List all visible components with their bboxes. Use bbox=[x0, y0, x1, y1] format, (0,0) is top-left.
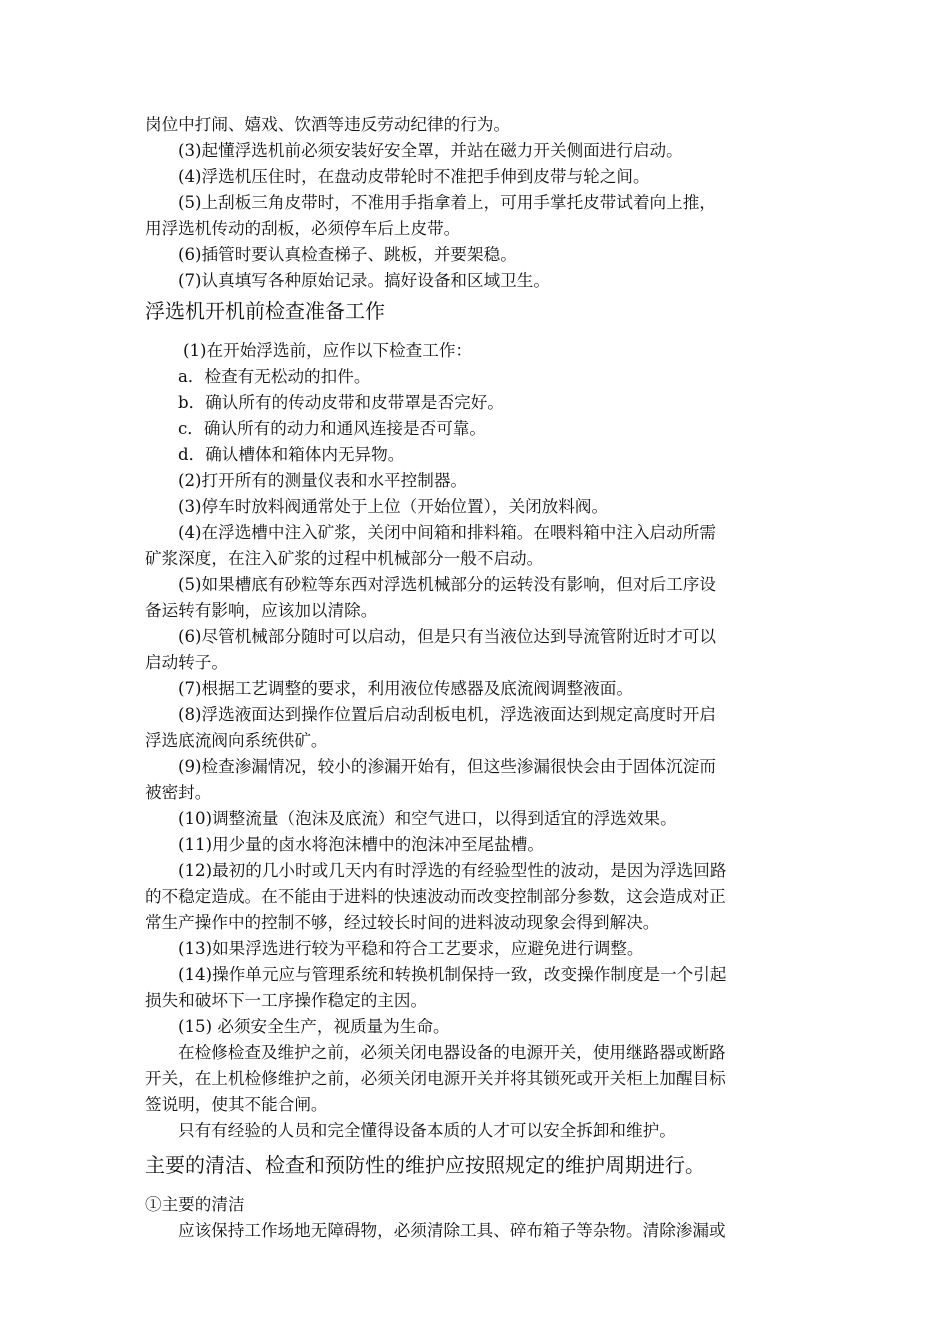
paragraph-line: 浮选底流阀向系统供矿。 bbox=[145, 731, 328, 750]
paragraph-line: 用浮选机传动的刮板，必须停车后上皮带。 bbox=[145, 219, 461, 238]
paragraph-line: (6)尽管机械部分随时可以启动，但是只有当液位达到导流管附近时才可以 bbox=[178, 627, 716, 646]
paragraph-line: 只有有经验的人员和完全懂得设备本质的人才可以安全拆卸和维护。 bbox=[178, 1121, 676, 1140]
paragraph-line: (7)根据工艺调整的要求，利用液位传感器及底流阀调整液面。 bbox=[178, 679, 633, 698]
section-heading: 主要的清洁、检查和预防性的维护应按照规定的维护周期进行。 bbox=[145, 1153, 705, 1177]
paragraph-line: (14)操作单元应与管理系统和转换机制保持一致，改变操作制度是一个引起 bbox=[178, 965, 727, 984]
paragraph-line: (12)最初的几小时或几天内有时浮选的有经验型性的波动，是因为浮选回路 bbox=[178, 861, 727, 880]
paragraph-line: (7)认真填写各种原始记录。搞好设备和区域卫生。 bbox=[178, 271, 550, 290]
paragraph-line: 损失和破坏下一工序操作稳定的主因。 bbox=[145, 991, 428, 1010]
paragraph-line: (10)调整流量（泡沫及底流）和空气进口，以得到适宜的浮选效果。 bbox=[178, 809, 677, 828]
paragraph-line: 常生产操作中的控制不够，经过较长时间的进料波动现象会得到解决。 bbox=[145, 913, 660, 932]
paragraph-line: (4)浮选机压住时，在盘动皮带轮时不准把手伸到皮带与轮之间。 bbox=[178, 167, 650, 186]
paragraph-line: (5)如果槽底有砂粒等东西对浮选机械部分的运转没有影响，但对后工序设 bbox=[178, 575, 716, 594]
paragraph-line: (9)检查渗漏情况，较小的渗漏开始有，但这些渗漏很快会由于固体沉淀而 bbox=[178, 757, 716, 776]
paragraph-line: 签说明，使其不能合闸。 bbox=[145, 1095, 328, 1114]
paragraph-line: 应该保持工作场地无障碍物，必须清除工具、碎布箱子等杂物。清除渗漏或 bbox=[178, 1221, 726, 1240]
paragraph-line: (4)在浮选槽中注入矿浆，关闭中间箱和排料箱。在喂料箱中注入启动所需 bbox=[178, 523, 716, 542]
paragraph-line: (11)用少量的卤水将泡沫槽中的泡沫冲至尾盐槽。 bbox=[178, 835, 544, 854]
subsection-title: ①主要的清洁 bbox=[145, 1195, 245, 1214]
paragraph-line: (5)上刮板三角皮带时，不准用手指拿着上，可用手掌托皮带试着向上推， bbox=[178, 193, 716, 212]
list-item: b．确认所有的传动皮带和皮带罩是否完好。 bbox=[178, 393, 504, 412]
paragraph-line: 开关，在上机检修维护之前，必须关闭电源开关并将其锁死或开关柜上加醒目标 bbox=[145, 1069, 726, 1088]
paragraph-line: (3)起懂浮选机前必须安装好安全罩，并站在磁力开关侧面进行启动。 bbox=[178, 141, 683, 160]
paragraph-line: (2)打开所有的测量仪表和水平控制器。 bbox=[178, 471, 468, 490]
paragraph-line: (3)停车时放料阀通常处于上位（开始位置），关闭放料阀。 bbox=[178, 497, 609, 516]
paragraph-line: 备运转有影响，应该加以清除。 bbox=[145, 601, 378, 620]
paragraph-line: (6)插管时要认真检查梯子、跳板，并要架稳。 bbox=[178, 245, 517, 264]
list-item: c．确认所有的动力和通风连接是否可靠。 bbox=[178, 419, 486, 438]
paragraph-line: (13)如果浮选进行较为平稳和符合工艺要求，应避免进行调整。 bbox=[178, 939, 644, 958]
paragraph-line: 矿浆深度，在注入矿浆的过程中机械部分一般不启动。 bbox=[145, 549, 544, 568]
paragraph-line: 启动转子。 bbox=[145, 653, 228, 672]
section-heading: 浮选机开机前检查准备工作 bbox=[145, 299, 385, 323]
paragraph-line: 被密封。 bbox=[145, 783, 212, 802]
paragraph-line: 在检修检查及维护之前，必须关闭电器设备的电源开关，使用继路器或断路 bbox=[178, 1043, 726, 1062]
list-item: d．确认槽体和箱体内无异物。 bbox=[178, 445, 405, 464]
paragraph-line: (15) 必须安全生产，视质量为生命。 bbox=[178, 1017, 450, 1036]
paragraph-line: (8)浮选液面达到操作位置后启动刮板电机，浮选液面达到规定高度时开启 bbox=[178, 705, 716, 724]
paragraph-line: 的不稳定造成。在不能由于进料的快速波动而改变控制部分参数，这会造成对正 bbox=[145, 887, 726, 906]
list-item: a．检查有无松动的扣件。 bbox=[178, 367, 371, 386]
paragraph-line: 岗位中打闹、嬉戏、饮酒等违反劳动纪律的行为。 bbox=[145, 115, 511, 134]
paragraph-line: (1)在开始浮选前，应作以下检查工作： bbox=[183, 341, 473, 360]
